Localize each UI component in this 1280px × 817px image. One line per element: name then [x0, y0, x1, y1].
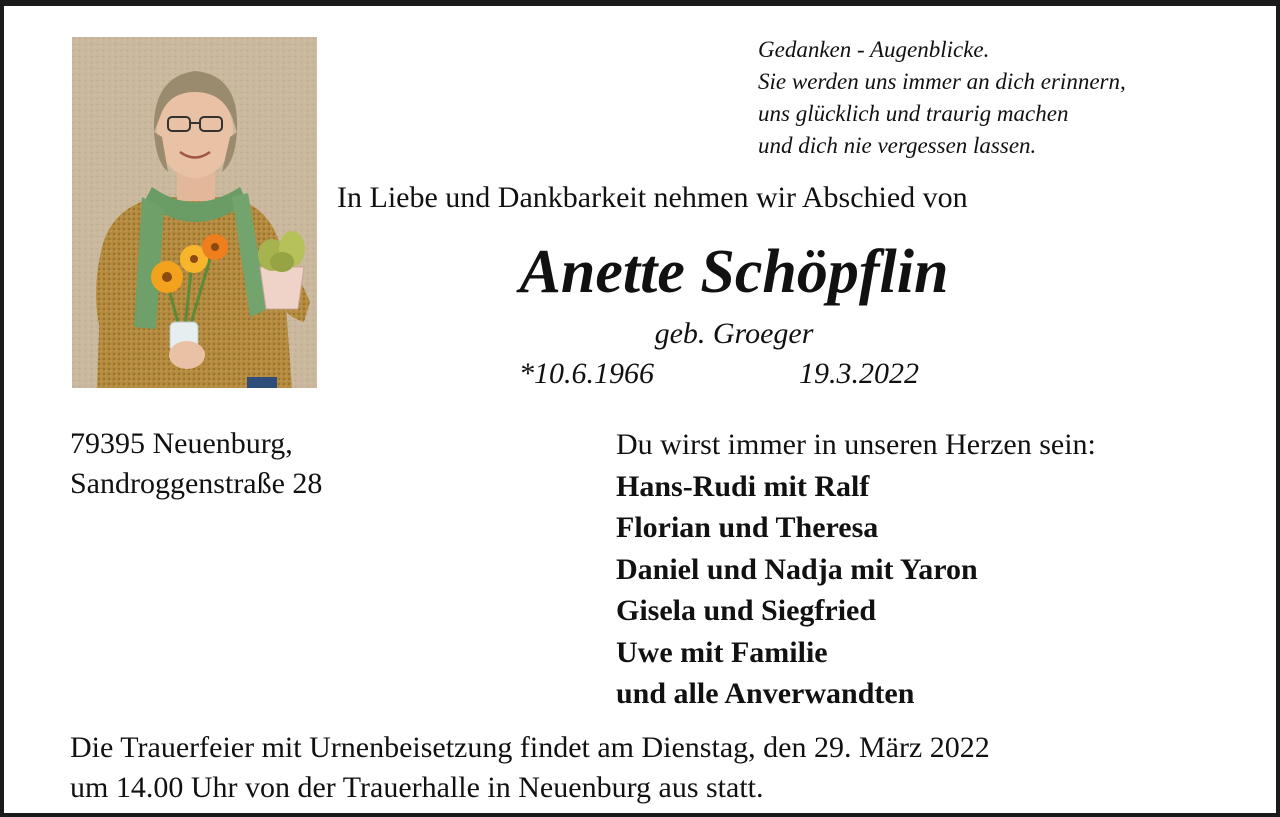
- farewell-intro: In Liebe und Dankbarkeit nehmen wir Abschied von: [337, 181, 968, 214]
- birth-date: *10.6.1966: [519, 357, 654, 390]
- mourner-name: Uwe mit Familie: [616, 635, 828, 669]
- service-line: um 14.00 Uhr von der Trauerhalle in Neuenburg aus statt.: [70, 771, 764, 804]
- mourner-name: Gisela und Siegfried: [616, 594, 877, 627]
- deceased-name: Anette Schöpflin: [519, 238, 949, 306]
- birth-name: geb. Groeger: [654, 317, 814, 350]
- poem-verse: [758, 34, 1258, 162]
- mourner-name: Florian und Theresa: [616, 511, 879, 544]
- mourner-name: und alle Anverwandten: [616, 677, 915, 710]
- mourner-address: [70, 424, 322, 504]
- poem-line: Sie werden uns immer an dich erinnern,: [758, 69, 1126, 94]
- mourners-heading: Du wirst immer in unseren Herzen sein:: [616, 428, 1096, 461]
- death-date: 19.3.2022: [799, 357, 919, 390]
- poem-line: und dich nie vergessen lassen.: [758, 133, 1037, 158]
- address-line: Sandroggenstraße 28: [70, 467, 323, 500]
- funeral-service-notice: [70, 728, 990, 808]
- portrait-photo: [72, 37, 317, 388]
- service-line: Die Trauerfeier mit Urnenbeisetzung findet am Dienstag, den 29. März 2022: [70, 731, 990, 764]
- address-line: 79395 Neuenburg,: [70, 427, 293, 460]
- poem-line: uns glücklich und traurig machen: [758, 101, 1069, 126]
- poem-line: Gedanken - Augenblicke.: [758, 37, 990, 62]
- mourners-list: [616, 424, 1096, 715]
- mourner-name: Hans-Rudi mit Ralf: [616, 469, 870, 503]
- mourner-name: Daniel und Nadja mit Yaron: [616, 552, 978, 586]
